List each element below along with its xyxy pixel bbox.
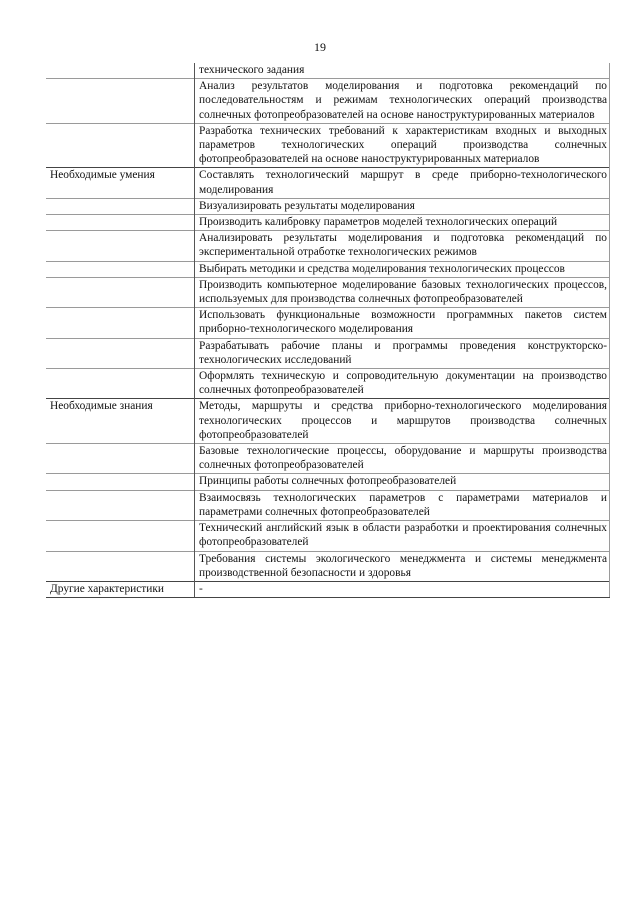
row-text: Взаимосвязь технологических параметров с параметрами материалов и параметрами солнечных фотопреобразователей [195, 490, 610, 520]
row-text: Принципы работы солнечных фотопреобразователей [195, 474, 610, 490]
table-row [46, 338, 610, 368]
page-number: 19 [314, 40, 326, 54]
table-row [46, 551, 610, 581]
table-row [46, 308, 610, 338]
row-label [46, 369, 195, 399]
row-label [46, 261, 195, 277]
table-row [46, 215, 610, 231]
row-text: Методы, маршруты и средства приборно-технологического моделирования технологических процессов и маршрутов производства солнечных фотопреобразователей [195, 399, 610, 444]
row-text: технического задания [195, 63, 610, 79]
row-label [46, 308, 195, 338]
row-text: Разработка технических требований к характеристикам входных и выходных параметров технологических операций производства солнечных фотопреобразователей на основе наноструктурированных материалов [195, 123, 610, 168]
row-label [46, 338, 195, 368]
table-row [46, 231, 610, 261]
row-label [46, 444, 195, 474]
table-row [46, 474, 610, 490]
table-row [46, 521, 610, 551]
table-row [46, 444, 610, 474]
row-text: Выбирать методики и средства моделирования технологических процессов [195, 261, 610, 277]
table-row [46, 198, 610, 214]
section-label-other: Другие характеристики [46, 581, 195, 597]
row-text: - [195, 581, 610, 597]
table-row [46, 63, 610, 79]
row-label [46, 277, 195, 307]
row-label [46, 521, 195, 551]
row-text: Производить компьютерное моделирование базовых технологических процессов, используемых для производства солнечных фотопреобразователей [195, 277, 610, 307]
section-label-knowledge: Необходимые знания [46, 399, 195, 444]
row-label [46, 198, 195, 214]
row-label [46, 474, 195, 490]
row-label [46, 231, 195, 261]
row-text: Технический английский язык в области разработки и проектирования солнечных фотопреобразователей [195, 521, 610, 551]
row-text: Анализ результатов моделирования и подготовка рекомендаций по последовательностям и режимам технологических операций производства солнечных фотопреобразователей на основе наноструктурированных материалов [195, 79, 610, 124]
row-text: Производить калибровку параметров моделей технологических операций [195, 215, 610, 231]
row-text: Визуализировать результаты моделирования [195, 198, 610, 214]
table-row [46, 277, 610, 307]
row-text: Использовать функциональные возможности программных пакетов систем приборно-технологического моделирования [195, 308, 610, 338]
row-label [46, 215, 195, 231]
row-text: Разрабатывать рабочие планы и программы проведения конструкторско-технологических исследований [195, 338, 610, 368]
row-text: Анализировать результаты моделирования и подготовка рекомендаций по экспериментальной отработке технологических режимов [195, 231, 610, 261]
row-text: Базовые технологические процессы, оборудование и маршруты производства солнечных фотопреобразователей [195, 444, 610, 474]
table-row [46, 581, 610, 597]
table-row [46, 261, 610, 277]
row-label [46, 79, 195, 124]
table-row [46, 369, 610, 399]
row-label [46, 490, 195, 520]
table-row [46, 168, 610, 198]
table-row [46, 123, 610, 168]
table-row [46, 490, 610, 520]
row-label [46, 63, 195, 79]
row-text: Составлять технологический маршрут в среде приборно-технологического моделирования [195, 168, 610, 198]
row-label [46, 123, 195, 168]
row-text: Оформлять техническую и сопроводительную документации на производство солнечных фотопреобразователей [195, 369, 610, 399]
row-text: Требования системы экологического менеджмента и системы менеджмента производственной безопасности и здоровья [195, 551, 610, 581]
competency-table [46, 63, 610, 598]
section-label-skills: Необходимые умения [46, 168, 195, 198]
table-row [46, 399, 610, 444]
table-row [46, 79, 610, 124]
row-label [46, 551, 195, 581]
